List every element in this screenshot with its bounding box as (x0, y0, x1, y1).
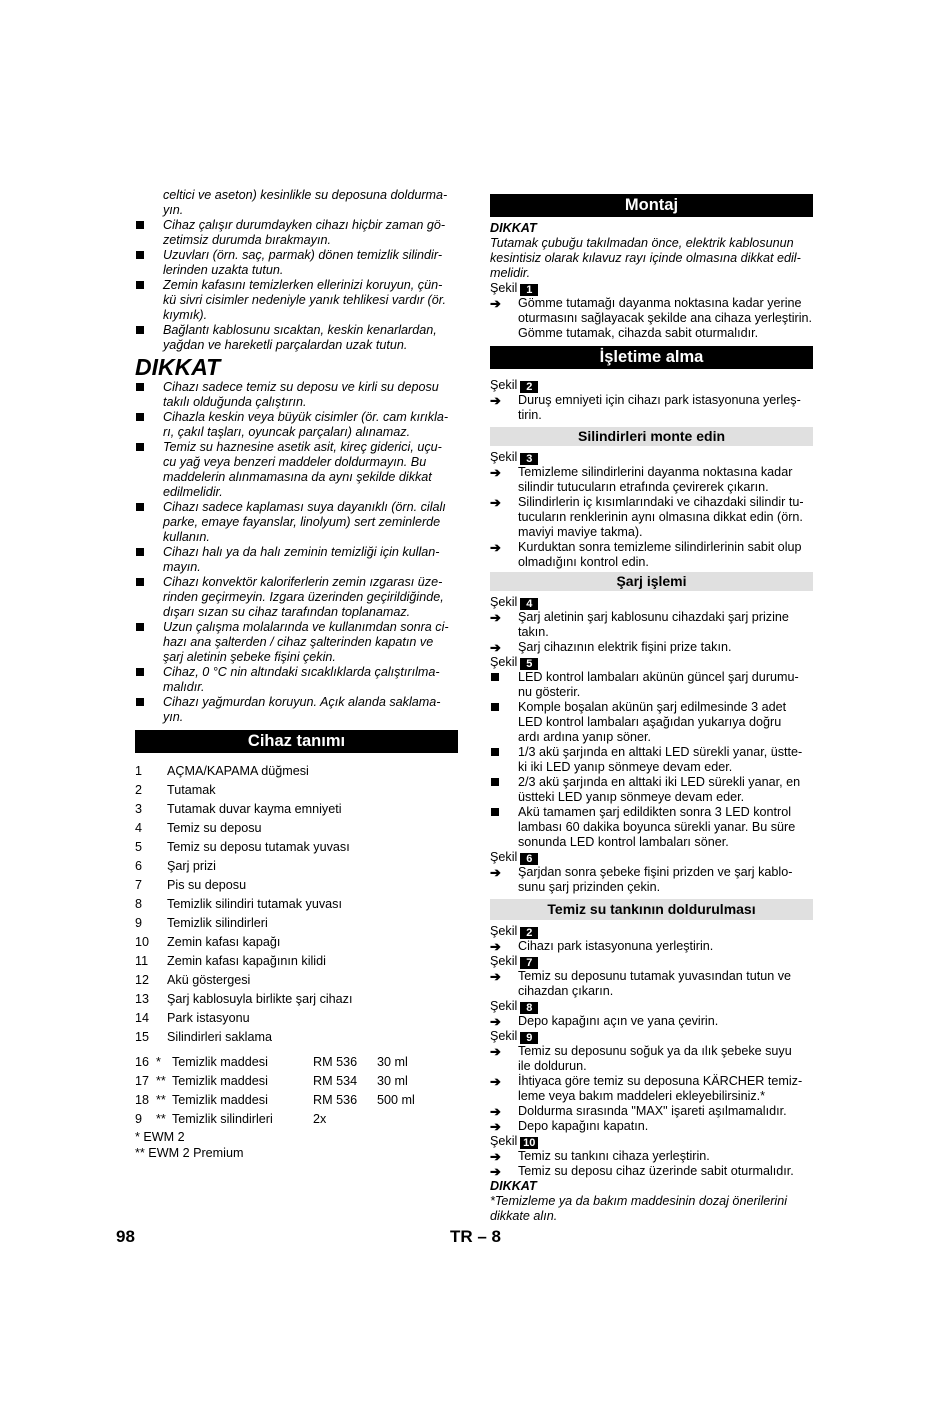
list-item-text: Bağlantı kablosunu sıcaktan, keskin kenarlardan, yağdan ve hareketli parçalardan uzak tutun. (163, 323, 437, 352)
figure-ref-9: 9 (520, 1032, 538, 1044)
sekil-2 (490, 378, 813, 393)
figure-ref-3: 3 (520, 453, 538, 465)
sekil-8 (490, 999, 813, 1014)
step-item (490, 1074, 813, 1104)
arrow-icon: ➔ (490, 865, 501, 880)
cihaz-tanimi-heading: Cihaz tanımı (135, 730, 458, 753)
accessory-marker: ** (156, 1112, 166, 1126)
step-text: Duruş emniyeti için cihazı park istasyonuna yerleş- tirin. (518, 393, 801, 422)
arrow-icon: ➔ (490, 969, 501, 984)
step-item (490, 1104, 813, 1119)
sekil-5 (490, 655, 813, 670)
part-row (135, 933, 458, 952)
accessory-quantity: 500 ml (377, 1093, 415, 1107)
accessory-quantity: 30 ml (377, 1055, 408, 1069)
square-bullet-icon (491, 808, 499, 816)
dikkat-list (135, 380, 458, 725)
square-bullet-icon (491, 673, 499, 681)
square-bullet-icon (136, 443, 144, 451)
list-item (490, 745, 813, 775)
arrow-icon: ➔ (490, 495, 501, 510)
accessory-number: 17 (135, 1074, 150, 1088)
part-row (135, 857, 458, 876)
square-bullet-icon (136, 221, 144, 229)
step-item (490, 465, 813, 495)
silindir-steps (490, 465, 813, 570)
parts-list (135, 762, 458, 1047)
accessories-table (135, 1053, 458, 1129)
arrow-icon: ➔ (490, 610, 501, 625)
list-item (490, 775, 813, 805)
step-text: Silindirlerin iç kısımlarındaki ve cihazdaki silindir tu- tucuların renklerinin aynı olmasına dikkat edin (örn. maviyi maviye takma). (518, 495, 804, 539)
part-row (135, 1028, 458, 1047)
list-item (135, 620, 458, 665)
temiz-step-8 (490, 1014, 813, 1029)
right-column (490, 194, 813, 1224)
square-bullet-icon (491, 748, 499, 756)
sekil-9 (490, 1029, 813, 1044)
list-item (135, 380, 458, 410)
sarj-islemi-heading: Şarj işlemi (490, 572, 813, 591)
step-text: Gömme tutamağı dayanma noktasına kadar yerine oturmasını sağlayacak şekilde ana cihaza yerleştirin. Gömme tutamak, cihazda sabit oturmalıdır. (518, 296, 812, 340)
list-item-text: Cihazı konvektör kaloriferlerin zemin ızgarası üze- rinden geçirmeyin. Izgara üzerinden geçirildiğinde, dışarı sızan su cihaz tarafından toplanamaz. (163, 575, 444, 619)
accessory-marker: * (156, 1055, 161, 1069)
step-text: Doldurma sırasında "MAX" işareti aşılmamalıdır. (518, 1104, 787, 1118)
square-bullet-icon (136, 326, 144, 334)
step-text: Temiz su deposunu tutamak yuvasından tutun ve cihazdan çıkarın. (518, 969, 792, 998)
part-number: 5 (135, 840, 143, 854)
part-name: Temizlik silindirleri (167, 916, 268, 930)
list-item (490, 700, 813, 745)
accessory-code: RM 536 (313, 1055, 358, 1069)
step-text: Depo kapağını kapatın. (518, 1119, 649, 1133)
figure-ref-4: 4 (520, 598, 538, 610)
sarj-after-step (490, 865, 813, 895)
part-row (135, 762, 458, 781)
arrow-icon: ➔ (490, 1119, 501, 1134)
accessory-marker: ** (156, 1074, 166, 1088)
arrow-icon: ➔ (490, 640, 501, 655)
step-text: Temiz su deposunu soğuk ya da ılık şebeke suyu ile doldurun. (518, 1044, 792, 1073)
temiz-su-heading: Temiz su tankının doldurulması (490, 899, 813, 920)
final-note: *Temizleme ya da bakım maddesinin dozaj önerilerini dikkate alın. (490, 1194, 788, 1223)
accessory-number: 16 (135, 1055, 150, 1069)
sekil-label: Şekil (490, 850, 518, 864)
list-item-text: Cihazı sadece kaplaması suya dayanıklı (örn. cilalı parke, emaye fayanslar, linolyum) sert zeminlerde kullanın. (163, 500, 446, 544)
figure-ref-1: 1 (520, 284, 538, 296)
sekil-7 (490, 954, 813, 969)
step-text: Temiz su tankını cihaza yerleştirin. (518, 1149, 710, 1163)
square-bullet-icon (136, 698, 144, 706)
part-name: Tutamak (167, 783, 216, 797)
accessory-name: Temizlik maddesi (172, 1074, 268, 1088)
list-item (490, 805, 813, 850)
part-number: 11 (135, 954, 149, 968)
list-item (135, 665, 458, 695)
list-item (135, 410, 458, 440)
arrow-icon: ➔ (490, 1044, 501, 1059)
accessory-row (135, 1110, 458, 1129)
accessory-name: Temizlik maddesi (172, 1055, 268, 1069)
list-item-text: LED kontrol lambaları akünün güncel şarj durumu- nu gösterir. (518, 670, 799, 699)
step-text: Şarjdan sonra şebeke fişini prizden ve şarj kablo- sunu şarj prizinden çekin. (518, 865, 793, 894)
page-code: TR – 8 (450, 1227, 502, 1246)
sekil-label: Şekil (490, 999, 518, 1013)
list-item (135, 323, 458, 353)
step-item (490, 1119, 813, 1134)
silindirleri-monte-heading: Silindirleri monte edin (490, 427, 813, 446)
part-name: Zemin kafası kapağının kilidi (167, 954, 326, 968)
list-item-text: Uzun çalışma molalarında ve kullanımdan sonra ci- hazı ana şalterden / cihaz şalterinden kapatın ve şarj aletinin şebeke fişini çekin. (163, 620, 449, 664)
step-item (490, 1149, 813, 1164)
part-row (135, 819, 458, 838)
accessory-quantity: 30 ml (377, 1074, 408, 1088)
step-item (490, 1044, 813, 1074)
arrow-icon: ➔ (490, 1074, 501, 1089)
part-name: AÇMA/KAPAMA düğmesi (167, 764, 309, 778)
final-dikkat-label: DIKKAT (490, 1179, 537, 1193)
square-bullet-icon (491, 778, 499, 786)
part-number: 1 (135, 764, 143, 778)
list-item (490, 670, 813, 700)
list-item-text: Cihazla keskin veya büyük cisimler (ör. cam kırıkla- rı, çakıl taşları, oyuncak parçaları) alınamaz. (163, 410, 449, 439)
part-number: 3 (135, 802, 143, 816)
part-number: 12 (135, 973, 150, 987)
page-number: 98 (116, 1227, 135, 1246)
isletime-alma-heading: İşletime alma (490, 346, 813, 369)
part-number: 13 (135, 992, 150, 1006)
accessory-code: RM 536 (313, 1093, 358, 1107)
sekil-label: Şekil (490, 281, 518, 295)
list-item-text: 1/3 akü şarjında en alttaki LED sürekli yanar, üstte- ki iki LED yanıp sönmeye devam eder. (518, 745, 803, 774)
list-item-text: Cihaz çalışır durumdayken cihazı hiçbir zaman gö- zetimsiz durumda bırakmayın. (163, 218, 446, 247)
list-item (135, 695, 458, 725)
list-item (135, 500, 458, 545)
step-text: Cihazı park istasyonuna yerleştirin. (518, 939, 714, 953)
part-name: Temizlik silindiri tutamak yuvası (167, 897, 342, 911)
list-item-text: Cihazı sadece temiz su deposu ve kirli su deposu takılı olduğunda çalıştırın. (163, 380, 439, 409)
list-item (135, 575, 458, 620)
part-name: Zemin kafası kapağı (167, 935, 281, 949)
temiz-steps-10 (490, 1149, 813, 1179)
list-item-text: Temiz su haznesine asetik asit, kireç giderici, uçu- cu yağ veya benzeri maddeler doldurmayın. Bu maddelerin alınmamasına da aynı şekilde dikkat edilmelidir. (163, 440, 442, 499)
list-item (135, 545, 458, 575)
figure-ref-7: 7 (520, 957, 538, 969)
arrow-icon: ➔ (490, 1164, 501, 1179)
part-name: Temiz su deposu (167, 821, 262, 835)
part-name: Tutamak duvar kayma emniyeti (167, 802, 342, 816)
list-item-text: Zemin kafasını temizlerken ellerinizi koruyun, çün- kü sivri cisimler nedeniyle yanık tehlikesi vardır (ör. kıymık). (163, 278, 446, 322)
accessory-code: 2x (313, 1112, 327, 1126)
accessory-code: RM 534 (313, 1074, 358, 1088)
square-bullet-icon (136, 578, 144, 586)
accessory-number: 18 (135, 1093, 150, 1107)
part-row (135, 990, 458, 1009)
sarj-steps (490, 610, 813, 655)
square-bullet-icon (136, 281, 144, 289)
montaj-note: Tutamak çubuğu takılmadan önce, elektrik kablosunun kesintisiz olarak kılavuz rayı içinde olmasına dikkat edil- melidir. (490, 236, 801, 280)
part-name: Şarj prizi (167, 859, 216, 873)
figure-ref-10: 10 (520, 1137, 538, 1149)
part-name: Silindirleri saklama (167, 1030, 272, 1044)
sekil-10 (490, 1134, 813, 1149)
step-text: İhtiyaca göre temiz su deposuna KÄRCHER temiz- leme veya bakım maddeleri ekleyebilirsiniz.* (518, 1074, 803, 1103)
accessory-row (135, 1091, 458, 1110)
list-item (135, 278, 458, 323)
part-number: 2 (135, 783, 143, 797)
list-item (135, 218, 458, 248)
square-bullet-icon (136, 623, 144, 631)
montaj-dikkat-label: DIKKAT (490, 221, 537, 235)
safety-list (135, 218, 458, 353)
list-item-text: Komple boşalan akünün şarj edilmesinde 3 adet LED kontrol lambaları aşağıdan yukarıya doğru ardı ardına yanıp söner. (518, 700, 787, 744)
figure-ref-6: 6 (520, 853, 538, 865)
part-row (135, 1009, 458, 1028)
left-column (135, 188, 458, 1161)
part-name: Park istasyonu (167, 1011, 250, 1025)
list-item-text: Cihaz, 0 °C nin altındaki sıcaklıklarda çalıştırılma- malıdır. (163, 665, 440, 694)
accessory-number: 9 (135, 1112, 143, 1126)
isletime-step (490, 393, 813, 423)
continuation-text (135, 188, 458, 218)
part-name: Şarj kablosuyla birlikte şarj cihazı (167, 992, 353, 1006)
part-number: 7 (135, 878, 143, 892)
part-row (135, 971, 458, 990)
arrow-icon: ➔ (490, 1014, 501, 1029)
figure-ref-8: 8 (520, 1002, 538, 1014)
accessory-row (135, 1072, 458, 1091)
part-number: 10 (135, 935, 150, 949)
square-bullet-icon (491, 703, 499, 711)
part-name: Pis su deposu (167, 878, 247, 892)
part-row (135, 838, 458, 857)
square-bullet-icon (136, 413, 144, 421)
square-bullet-icon (136, 668, 144, 676)
sekil-label: Şekil (490, 1029, 518, 1043)
part-number: 8 (135, 897, 143, 911)
list-item-text: Cihazı halı ya da halı zeminin temizliği için kullan- mayın. (163, 545, 440, 574)
sekil-label: Şekil (490, 378, 518, 392)
montaj-step (490, 296, 813, 341)
footnote-1: * EWM 2 (135, 1130, 185, 1144)
arrow-icon: ➔ (490, 939, 501, 954)
accessory-name: Temizlik silindirleri (172, 1112, 273, 1126)
step-item (490, 495, 813, 540)
part-row (135, 952, 458, 971)
sekil-4 (490, 595, 813, 610)
list-item-text: 2/3 akü şarjında en alttaki iki LED sürekli yanar, en üstteki LED yanıp sönmeye devam eder. (518, 775, 801, 804)
part-row (135, 895, 458, 914)
list-item (135, 440, 458, 500)
temiz-step-2 (490, 939, 813, 954)
sekil-6 (490, 850, 813, 865)
step-text: Temiz su deposu cihaz üzerinde sabit oturmalıdır. (518, 1164, 794, 1178)
sekil-label: Şekil (490, 450, 518, 464)
list-item-text: Uzuvları (örn. saç, parmak) dönen temizlik silindir- lerinden uzakta tutun. (163, 248, 443, 277)
step-text: Kurduktan sonra temizleme silindirlerinin sabit olup olmadığını kontrol edin. (518, 540, 802, 569)
montaj-heading: Montaj (490, 194, 813, 217)
sekil-label: Şekil (490, 924, 518, 938)
square-bullet-icon (136, 383, 144, 391)
step-text: Şarj cihazının elektrik fişini prize takın. (518, 640, 732, 654)
square-bullet-icon (136, 251, 144, 259)
arrow-icon: ➔ (490, 465, 501, 480)
sekil-label: Şekil (490, 595, 518, 609)
accessory-name: Temizlik maddesi (172, 1093, 268, 1107)
arrow-icon: ➔ (490, 1104, 501, 1119)
figure-ref-5: 5 (520, 658, 538, 670)
step-item (490, 540, 813, 570)
part-row (135, 876, 458, 895)
arrow-icon: ➔ (490, 540, 501, 555)
step-text: Temizleme silindirlerini dayanma noktasına kadar silindir tutucuların etrafında çevirerek çıkarın. (518, 465, 793, 494)
list-item-text: Cihazı yağmurdan koruyun. Açık alanda saklama- yın. (163, 695, 441, 724)
figure-ref-2b: 2 (520, 927, 538, 939)
step-text: Depo kapağını açın ve yana çevirin. (518, 1014, 719, 1028)
sekil-label: Şekil (490, 655, 518, 669)
part-number: 14 (135, 1011, 150, 1025)
sarj-led-list (490, 670, 813, 850)
part-row (135, 781, 458, 800)
figure-ref-2: 2 (520, 381, 538, 393)
step-item (490, 1164, 813, 1179)
sekil-3 (490, 450, 813, 465)
part-number: 4 (135, 821, 143, 835)
part-row (135, 800, 458, 819)
part-number: 6 (135, 859, 143, 873)
footnote-2: ** EWM 2 Premium (135, 1146, 244, 1160)
sekil-label: Şekil (490, 1134, 518, 1148)
arrow-icon: ➔ (490, 1149, 501, 1164)
square-bullet-icon (136, 503, 144, 511)
part-number: 15 (135, 1030, 150, 1044)
dikkat-heading: DIKKAT (135, 354, 221, 380)
part-row (135, 914, 458, 933)
part-name: Temiz su deposu tutamak yuvası (167, 840, 350, 854)
continuation-line: celtici ve aseton) kesinlikle su deposuna doldurma- yın. (163, 188, 448, 217)
list-item-text: Akü tamamen şarj edildikten sonra 3 LED kontrol lambası 60 dakika boyunca sürekli yanar. Bu süre sonunda LED kontrol lambaları söner. (518, 805, 796, 849)
sekil-1 (490, 281, 813, 296)
step-text: Şarj aletinin şarj kablosunu cihazdaki şarj prizine takın. (518, 610, 789, 639)
part-name: Akü göstergesi (167, 973, 251, 987)
temiz-step-7 (490, 969, 813, 999)
square-bullet-icon (136, 548, 144, 556)
accessory-marker: ** (156, 1093, 166, 1107)
accessory-row (135, 1053, 458, 1072)
sekil-label: Şekil (490, 954, 518, 968)
arrow-icon: ➔ (490, 296, 501, 311)
arrow-icon: ➔ (490, 393, 501, 408)
temiz-steps-9 (490, 1044, 813, 1134)
list-item (135, 248, 458, 278)
sekil-2b (490, 924, 813, 939)
part-number: 9 (135, 916, 143, 930)
step-item (490, 640, 813, 655)
step-item (490, 610, 813, 640)
